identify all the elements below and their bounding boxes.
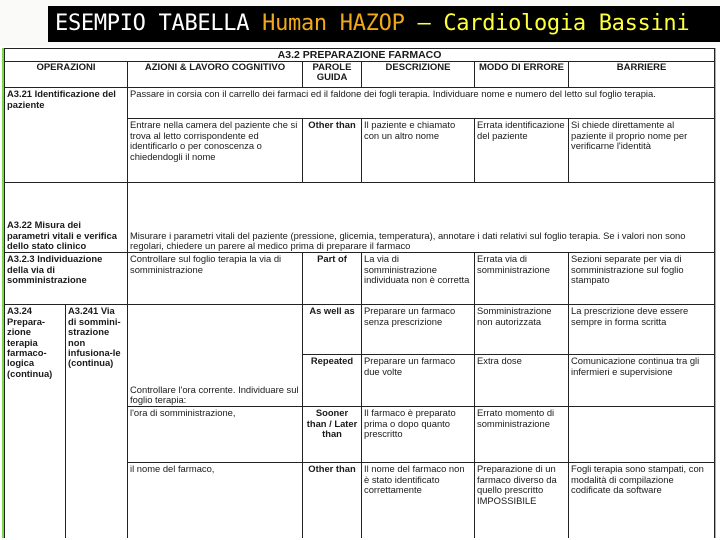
title-part-example: ESEMPIO TABELLA	[55, 11, 263, 36]
section-title: A3.2 PREPARAZIONE FARMACO	[5, 49, 715, 62]
title-part-department: – Cardiologia Bassini	[404, 11, 690, 36]
error-mode-a324-1: Somministrazione non autorizzata	[475, 305, 569, 355]
action-a323: Controllare sul foglio terapia la via di somministrazione	[128, 253, 303, 305]
barrier-a324-4: Fogli terapia sono stampati, con modalità di compilazione codificate da software	[569, 463, 715, 538]
table-row	[5, 88, 715, 119]
barrier-a324-3	[569, 407, 715, 463]
description-a324-4: Il nome del farmaco non è stato identificato correttamente	[362, 463, 475, 538]
title-part-hazop: Human HAZOP	[262, 11, 405, 36]
table-frame	[2, 48, 716, 538]
barrier-a324-1: La prescrizione deve essere sempre in forma scritta	[569, 305, 715, 355]
error-mode-a321: Errata identificazione del paziente	[475, 119, 569, 183]
action-a321-main: Passare in corsia con il carrello dei farmaci ed il faldone dei fogli terapia. Individuare nome e numero del letto sul foglio terapia.	[128, 88, 715, 119]
section-row	[5, 49, 715, 62]
header-barriere: BARRIERE	[569, 62, 715, 88]
action-a321-sub: Entrare nella camera del paziente che si trova al letto corrispondente ed identificarlo o per conoscenza o chiedendogli il nome	[128, 119, 303, 183]
hazop-table	[4, 48, 715, 538]
barrier-a321: Si chiede direttamente al paziente il proprio nome per verificarne l'identità	[569, 119, 715, 183]
table-row	[5, 305, 715, 355]
table-row	[5, 253, 715, 305]
header-parole-guida: PAROLE GUIDA	[303, 62, 362, 88]
operation-a321: A3.21 Identificazione del paziente	[5, 88, 128, 183]
table-row	[5, 183, 715, 253]
guideword-a324-1: As well as	[303, 305, 362, 355]
header-operazioni: OPERAZIONI	[5, 62, 128, 88]
error-mode-a324-2: Extra dose	[475, 355, 569, 407]
slide-header	[0, 0, 720, 46]
operation-a322: A3.22 Misura dei parametri vitali e verifica dello stato clinico	[5, 183, 128, 253]
description-a321: Il paziente e chiamato con un altro nome	[362, 119, 475, 183]
description-a323: La via di somministrazione individuata non è corretta	[362, 253, 475, 305]
action-a324-item1: l'ora di somministrazione,	[128, 407, 303, 463]
error-mode-a323: Errata via di somministrazione	[475, 253, 569, 305]
guideword-a324-3: Sooner than / Later than	[303, 407, 362, 463]
guideword-a321: Other than	[303, 119, 362, 183]
header-modo-errore: MODO DI ERRORE	[475, 62, 569, 88]
error-mode-a324-4: Preparazione di un farmaco diverso da quello prescritto IMPOSSIBILE	[475, 463, 569, 538]
header-row	[5, 62, 715, 88]
action-a324-main: Controllare l'ora corrente. Individuare sul foglio terapia:	[128, 305, 303, 407]
guideword-a324-2: Repeated	[303, 355, 362, 407]
operation-a324: A3.24 Prepara-zione terapia farmaco-logica (continua)	[5, 305, 66, 538]
slide-title	[48, 6, 720, 42]
operation-a323: A3.2.3 Individuazione della via di somministrazione	[5, 253, 128, 305]
barrier-a323: Sezioni separate per via di somministrazione sul foglio stampato	[569, 253, 715, 305]
description-a324-2: Preparare un farmaco due volte	[362, 355, 475, 407]
header-descrizione: DESCRIZIONE	[362, 62, 475, 88]
barrier-a324-2: Comunicazione continua tra gli infermieri e supervisione	[569, 355, 715, 407]
description-a324-1: Preparare un farmaco senza prescrizione	[362, 305, 475, 355]
guideword-a324-4: Other than	[303, 463, 362, 538]
action-a322: Misurare i parametri vitali del paziente (pressione, glicemia, temperatura), annotare i dati relativi sul foglio terapia. Se i valori non sono regolari, chiedere un parere al medico prima di preparare il farmaco	[128, 183, 715, 253]
description-a324-3: Il farmaco è preparato prima o dopo quanto prescritto	[362, 407, 475, 463]
error-mode-a324-3: Errato momento di somministrazione	[475, 407, 569, 463]
guideword-a323: Part of	[303, 253, 362, 305]
header-azioni: AZIONI & LAVORO COGNITIVO	[128, 62, 303, 88]
action-a324-item2: il nome del farmaco,	[128, 463, 303, 538]
sub-operation-a3241: A3.241 Via di sommini-strazione non infusiona-le (continua)	[66, 305, 128, 538]
